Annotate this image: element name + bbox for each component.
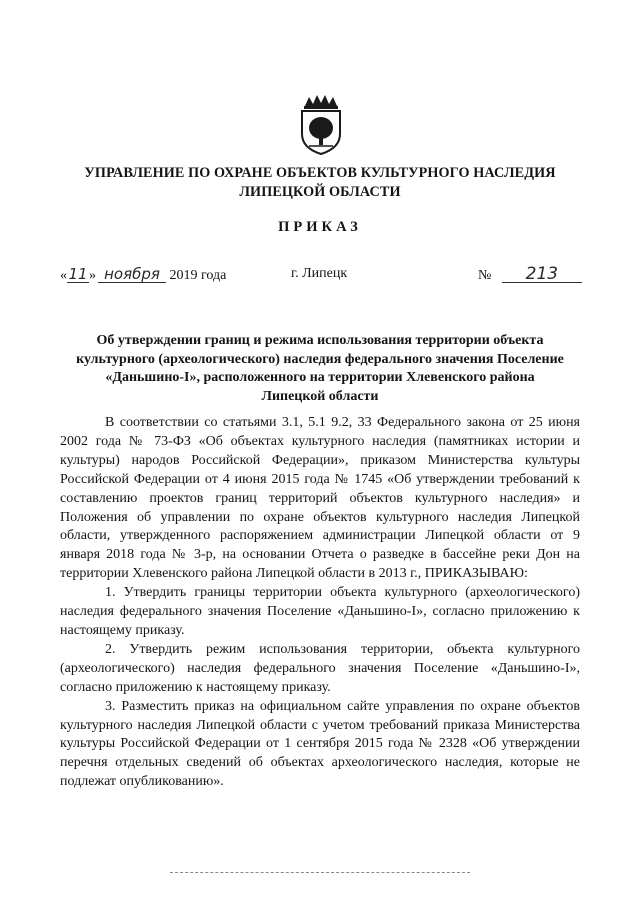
order-year: 2019 года bbox=[169, 268, 227, 283]
number-sign: № bbox=[478, 268, 492, 283]
subject-line-2: культурного (археологического) наследия федерального значения Поселение bbox=[76, 351, 564, 367]
org-line-2: ЛИПЕЦКОЙ ОБЛАСТИ bbox=[239, 184, 401, 200]
order-subject bbox=[60, 332, 580, 406]
order-number-field bbox=[478, 266, 582, 284]
order-number: 213 bbox=[502, 266, 582, 283]
date-open-quote: « bbox=[60, 268, 67, 283]
page-bottom-divider bbox=[170, 872, 470, 873]
body-item-2: 2. Утвердить режим использования территории, объекта культурного (археологического) наследия федерального значения Поселение «Даньшино-I», согласно приложению к настоящему приказу. bbox=[60, 641, 580, 695]
coat-of-arms-icon bbox=[296, 94, 346, 156]
subject-line-3: «Даньшино-I», расположенного на территории Хлевенского района bbox=[105, 370, 535, 385]
order-month: ноября bbox=[98, 266, 166, 283]
organization-name bbox=[60, 164, 580, 202]
order-body bbox=[60, 414, 580, 792]
body-item-1: 1. Утвердить границы территории объекта культурного (археологического) наследия федерального значения Поселение «Даньшино-I», согласно приложению к настоящему приказу. bbox=[60, 585, 580, 638]
order-date bbox=[60, 266, 226, 284]
date-row bbox=[0, 266, 640, 288]
subject-line-4: Липецкой области bbox=[261, 388, 379, 404]
subject-line-1: Об утверждении границ и режима использования территории объекта bbox=[96, 333, 544, 348]
order-title: ПРИКАЗ bbox=[278, 219, 362, 235]
date-close-quote: » bbox=[89, 268, 96, 283]
body-intro: В соответствии со статьями 3.1, 5.1 9.2, 33 Федерального закона от 25 июня 2002 года № 73-ФЗ «Об объектах культурного наследия (памятниках истории и культуры) народов Российской Федерации», приказом Министерства культуры Российской Федерации от 4 июня 2015 года № 1745 «Об утверждении требований к составлению проектов границ территорий объектов культурного наследия» и Положения об управлении по охране объектов культурного наследия Липецкой области, утвержденного распоряжением администрации Липецкой области от 9 января 2018 года № 3-р, на основании Отчета о разведке в бассейне реки Дон на территории Хлевенского района Липецкой области в 2013 г., ПРИКАЗЫВАЮ: bbox=[60, 415, 580, 582]
org-line-1: УПРАВЛЕНИЕ ПО ОХРАНЕ ОБЪЕКТОВ КУЛЬТУРНОГО НАСЛЕДИЯ bbox=[84, 165, 556, 181]
body-item-3: 3. Разместить приказ на официальном сайте управления по охране объектов культурного наследия Липецкой области с учетом требований приказа Министерства культуры Российской Федерации от 1 сентября 2015 года № 2328 «Об утверждении перечня отдельных сведений об объектах археологического наследия, которые не подлежат опубликованию». bbox=[60, 698, 580, 790]
order-day: 11 bbox=[68, 265, 88, 283]
order-city: г. Липецк bbox=[291, 266, 348, 281]
